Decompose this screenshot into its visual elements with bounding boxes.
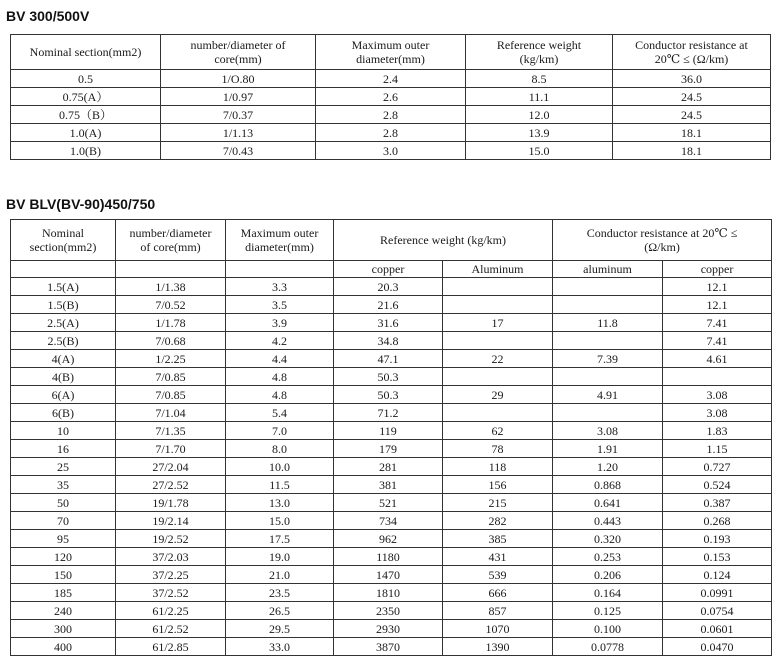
header-line: (kg/km) bbox=[519, 52, 559, 66]
table-cell: 61/2.25 bbox=[116, 602, 226, 620]
table-row bbox=[11, 88, 771, 106]
table-cell: 0.125 bbox=[553, 602, 663, 620]
table-cell: 31.6 bbox=[334, 314, 443, 332]
header-nominal-section bbox=[11, 35, 161, 70]
table-cell: 10.0 bbox=[226, 458, 334, 476]
table-row bbox=[11, 70, 771, 88]
subheader-blank bbox=[116, 261, 226, 278]
table-cell: 11.1 bbox=[466, 88, 613, 106]
header-line: Maximum outer bbox=[351, 38, 430, 52]
table-row bbox=[11, 422, 772, 440]
table-cell: 0.0778 bbox=[553, 638, 663, 656]
table-cell: 0.387 bbox=[663, 494, 772, 512]
table-cell: 27/2.04 bbox=[116, 458, 226, 476]
table-row bbox=[11, 548, 772, 566]
header-reference-weight: Reference weight (kg/km) bbox=[334, 220, 553, 261]
table-cell: 19/2.52 bbox=[116, 530, 226, 548]
table-cell: 0.164 bbox=[553, 584, 663, 602]
table-cell: 7/0.43 bbox=[161, 142, 316, 160]
table-cell: 2.5(B) bbox=[11, 332, 116, 350]
table-cell: 6(B) bbox=[11, 404, 116, 422]
table-cell: 7/1.04 bbox=[116, 404, 226, 422]
table-cell: 23.5 bbox=[226, 584, 334, 602]
subheader-res-aluminum: aluminum bbox=[553, 261, 663, 278]
table-cell: 50 bbox=[11, 494, 116, 512]
table-cell: 7/0.52 bbox=[116, 296, 226, 314]
table-cell: 215 bbox=[443, 494, 553, 512]
subheader-blank bbox=[226, 261, 334, 278]
table-cell: 4.61 bbox=[663, 350, 772, 368]
table-cell: 15.0 bbox=[226, 512, 334, 530]
table-cell: 400 bbox=[11, 638, 116, 656]
table-row bbox=[11, 440, 772, 458]
table-cell: 21.6 bbox=[334, 296, 443, 314]
table-cell: 0.0754 bbox=[663, 602, 772, 620]
table-cell: 50.3 bbox=[334, 386, 443, 404]
table-cell: 2.4 bbox=[316, 70, 466, 88]
subheader-weight-aluminum: Aluminum bbox=[443, 261, 553, 278]
table-cell: 3.08 bbox=[663, 404, 772, 422]
table-row bbox=[11, 296, 772, 314]
table1-header-row bbox=[11, 35, 771, 70]
table-cell: 0.0470 bbox=[663, 638, 772, 656]
table-cell: 2930 bbox=[334, 620, 443, 638]
table-cell: 13.9 bbox=[466, 124, 613, 142]
table-cell: 12.1 bbox=[663, 278, 772, 296]
table-cell: 13.0 bbox=[226, 494, 334, 512]
table-cell bbox=[443, 278, 553, 296]
table-row bbox=[11, 458, 772, 476]
table-cell: 37/2.52 bbox=[116, 584, 226, 602]
table-row bbox=[11, 620, 772, 638]
table-cell: 1.5(B) bbox=[11, 296, 116, 314]
table-cell: 179 bbox=[334, 440, 443, 458]
table-cell: 1070 bbox=[443, 620, 553, 638]
table-cell bbox=[553, 368, 663, 386]
table-row bbox=[11, 404, 772, 422]
table-cell: 0.253 bbox=[553, 548, 663, 566]
bv-blv-450-750-table bbox=[10, 219, 772, 656]
table-row bbox=[11, 512, 772, 530]
table-cell: 50.3 bbox=[334, 368, 443, 386]
table-cell: 24.5 bbox=[613, 106, 771, 124]
table-cell: 2.8 bbox=[316, 106, 466, 124]
header-line: Conductor resistance at 20℃ ≤ bbox=[586, 226, 738, 240]
table-cell: 1.5(A) bbox=[11, 278, 116, 296]
table-cell: 3.08 bbox=[553, 422, 663, 440]
table-cell: 4.4 bbox=[226, 350, 334, 368]
table-cell: 1180 bbox=[334, 548, 443, 566]
table-cell: 0.75(A） bbox=[11, 88, 161, 106]
table-cell: 281 bbox=[334, 458, 443, 476]
table-cell: 0.320 bbox=[553, 530, 663, 548]
table-cell: 21.0 bbox=[226, 566, 334, 584]
table-cell: 18.1 bbox=[613, 124, 771, 142]
subheader-res-copper: copper bbox=[663, 261, 772, 278]
table-cell: 2.6 bbox=[316, 88, 466, 106]
header-line: core(mm) bbox=[214, 52, 262, 66]
table-cell: 25 bbox=[11, 458, 116, 476]
table-cell: 8.0 bbox=[226, 440, 334, 458]
table-cell: 1/1.38 bbox=[116, 278, 226, 296]
table-cell: 666 bbox=[443, 584, 553, 602]
table-cell: 78 bbox=[443, 440, 553, 458]
table-cell bbox=[443, 404, 553, 422]
table-cell: 4.2 bbox=[226, 332, 334, 350]
header-conductor-resistance bbox=[553, 220, 772, 261]
table-cell: 33.0 bbox=[226, 638, 334, 656]
table-cell: 381 bbox=[334, 476, 443, 494]
table-cell: 11.8 bbox=[553, 314, 663, 332]
table-cell: 0.268 bbox=[663, 512, 772, 530]
table-cell bbox=[553, 278, 663, 296]
table-cell bbox=[663, 368, 772, 386]
table-cell: 19/1.78 bbox=[116, 494, 226, 512]
table-cell: 1/1.13 bbox=[161, 124, 316, 142]
table-cell: 1/O.80 bbox=[161, 70, 316, 88]
header-conductor-resistance bbox=[613, 35, 771, 70]
table-cell: 95 bbox=[11, 530, 116, 548]
table-cell: 61/2.52 bbox=[116, 620, 226, 638]
table-cell: 0.443 bbox=[553, 512, 663, 530]
table-cell bbox=[553, 332, 663, 350]
table-cell: 3.3 bbox=[226, 278, 334, 296]
header-outer-diameter bbox=[316, 35, 466, 70]
table-cell: 17.5 bbox=[226, 530, 334, 548]
table-row bbox=[11, 386, 772, 404]
table-cell: 7.41 bbox=[663, 332, 772, 350]
table-cell: 35 bbox=[11, 476, 116, 494]
table-cell: 11.5 bbox=[226, 476, 334, 494]
table-cell: 16 bbox=[11, 440, 116, 458]
table-cell: 3.08 bbox=[663, 386, 772, 404]
table-cell: 0.0601 bbox=[663, 620, 772, 638]
table-cell: 7.0 bbox=[226, 422, 334, 440]
table-cell: 18.1 bbox=[613, 142, 771, 160]
table-row bbox=[11, 142, 771, 160]
table-cell: 0.206 bbox=[553, 566, 663, 584]
table-cell: 0.0991 bbox=[663, 584, 772, 602]
table-cell: 4(A) bbox=[11, 350, 116, 368]
table-cell: 539 bbox=[443, 566, 553, 584]
table-row bbox=[11, 350, 772, 368]
header-line: Nominal section(mm2) bbox=[29, 45, 142, 59]
table-cell: 12.0 bbox=[466, 106, 613, 124]
header-line: Maximum outer bbox=[240, 226, 319, 240]
table-cell: 2.8 bbox=[316, 124, 466, 142]
table-cell: 0.153 bbox=[663, 548, 772, 566]
table-cell: 7/0.85 bbox=[116, 386, 226, 404]
table-cell: 37/2.25 bbox=[116, 566, 226, 584]
table2-title: BV BLV(BV-90)450/750 bbox=[6, 196, 156, 212]
table-cell: 3.9 bbox=[226, 314, 334, 332]
table-cell: 1/2.25 bbox=[116, 350, 226, 368]
table-cell: 4(B) bbox=[11, 368, 116, 386]
table-cell: 431 bbox=[443, 548, 553, 566]
table-cell: 12.1 bbox=[663, 296, 772, 314]
table-cell: 3.0 bbox=[316, 142, 466, 160]
header-line: section(mm2) bbox=[29, 240, 97, 254]
table-cell: 521 bbox=[334, 494, 443, 512]
table-cell: 1.0(A) bbox=[11, 124, 161, 142]
table-cell: 734 bbox=[334, 512, 443, 530]
table-row bbox=[11, 332, 772, 350]
table-cell: 17 bbox=[443, 314, 553, 332]
table-cell: 2.5(A) bbox=[11, 314, 116, 332]
table-cell: 0.100 bbox=[553, 620, 663, 638]
table-cell: 7.41 bbox=[663, 314, 772, 332]
table-cell: 385 bbox=[443, 530, 553, 548]
table-cell: 15.0 bbox=[466, 142, 613, 160]
table-cell: 22 bbox=[443, 350, 553, 368]
header-line: Reference weight bbox=[496, 38, 582, 52]
table-cell: 1390 bbox=[443, 638, 553, 656]
table-row bbox=[11, 476, 772, 494]
table-cell: 119 bbox=[334, 422, 443, 440]
table1-body bbox=[11, 35, 771, 160]
table-cell bbox=[553, 296, 663, 314]
table-row bbox=[11, 638, 772, 656]
table-row bbox=[11, 368, 772, 386]
header-line: diameter(mm) bbox=[245, 240, 314, 254]
table-cell: 185 bbox=[11, 584, 116, 602]
table-row bbox=[11, 602, 772, 620]
table-cell: 7.39 bbox=[553, 350, 663, 368]
table-cell: 1.15 bbox=[663, 440, 772, 458]
table-cell: 19.0 bbox=[226, 548, 334, 566]
table-row bbox=[11, 278, 772, 296]
table-cell: 1810 bbox=[334, 584, 443, 602]
table-cell: 150 bbox=[11, 566, 116, 584]
table-cell: 27/2.52 bbox=[116, 476, 226, 494]
table-cell: 1/0.97 bbox=[161, 88, 316, 106]
table-row bbox=[11, 106, 771, 124]
table-cell bbox=[443, 368, 553, 386]
table-cell: 1.20 bbox=[553, 458, 663, 476]
table-cell: 62 bbox=[443, 422, 553, 440]
table-cell: 7/0.37 bbox=[161, 106, 316, 124]
table-cell: 282 bbox=[443, 512, 553, 530]
header-line: (Ω/km) bbox=[644, 240, 680, 254]
table-cell: 156 bbox=[443, 476, 553, 494]
table-cell: 1.83 bbox=[663, 422, 772, 440]
table-cell: 240 bbox=[11, 602, 116, 620]
table-cell: 8.5 bbox=[466, 70, 613, 88]
table-cell: 7/0.68 bbox=[116, 332, 226, 350]
table-row bbox=[11, 530, 772, 548]
table-cell: 300 bbox=[11, 620, 116, 638]
table-row bbox=[11, 566, 772, 584]
table-cell bbox=[443, 296, 553, 314]
table2-subheader-row bbox=[11, 261, 772, 278]
table-cell: 47.1 bbox=[334, 350, 443, 368]
table-cell: 0.124 bbox=[663, 566, 772, 584]
table-row bbox=[11, 314, 772, 332]
header-line: 20℃ ≤ (Ω/km) bbox=[654, 52, 729, 66]
table-cell: 5.4 bbox=[226, 404, 334, 422]
table-cell: 7/1.35 bbox=[116, 422, 226, 440]
table-cell: 857 bbox=[443, 602, 553, 620]
table-cell: 0.193 bbox=[663, 530, 772, 548]
table-cell: 3.5 bbox=[226, 296, 334, 314]
header-line: number/diameter of bbox=[190, 38, 286, 52]
table-cell: 0.5 bbox=[11, 70, 161, 88]
table-cell: 24.5 bbox=[613, 88, 771, 106]
header-line: of core(mm) bbox=[140, 240, 201, 254]
table-cell: 4.91 bbox=[553, 386, 663, 404]
table-row bbox=[11, 584, 772, 602]
table-cell: 61/2.85 bbox=[116, 638, 226, 656]
table-cell: 0.524 bbox=[663, 476, 772, 494]
bv-300-500v-table bbox=[10, 34, 771, 160]
table-cell: 7/0.85 bbox=[116, 368, 226, 386]
table2-body bbox=[11, 220, 772, 656]
table-cell: 120 bbox=[11, 548, 116, 566]
table-cell: 962 bbox=[334, 530, 443, 548]
table-cell: 19/2.14 bbox=[116, 512, 226, 530]
table-cell: 0.868 bbox=[553, 476, 663, 494]
header-nominal-section bbox=[11, 220, 116, 261]
table-cell: 1/1.78 bbox=[116, 314, 226, 332]
table-cell: 70 bbox=[11, 512, 116, 530]
table-cell: 7/1.70 bbox=[116, 440, 226, 458]
header-line: diameter(mm) bbox=[356, 52, 425, 66]
table-cell: 20.3 bbox=[334, 278, 443, 296]
table-cell: 26.5 bbox=[226, 602, 334, 620]
table-cell: 29.5 bbox=[226, 620, 334, 638]
subheader-weight-copper: copper bbox=[334, 261, 443, 278]
table-cell: 2350 bbox=[334, 602, 443, 620]
table-cell: 10 bbox=[11, 422, 116, 440]
header-line: Conductor resistance at bbox=[635, 38, 748, 52]
header-core bbox=[116, 220, 226, 261]
table-cell bbox=[553, 404, 663, 422]
table-cell: 36.0 bbox=[613, 70, 771, 88]
table-cell: 0.641 bbox=[553, 494, 663, 512]
table-cell: 29 bbox=[443, 386, 553, 404]
table1-title: BV 300/500V bbox=[6, 8, 90, 24]
table-cell: 71.2 bbox=[334, 404, 443, 422]
table-cell: 6(A) bbox=[11, 386, 116, 404]
table-row bbox=[11, 494, 772, 512]
table2-header-row bbox=[11, 220, 772, 261]
header-line: number/diameter bbox=[129, 226, 212, 240]
subheader-blank bbox=[11, 261, 116, 278]
header-line: Nominal bbox=[42, 226, 84, 240]
table-cell: 34.8 bbox=[334, 332, 443, 350]
table-cell: 1.91 bbox=[553, 440, 663, 458]
header-reference-weight bbox=[466, 35, 613, 70]
table-cell: 3870 bbox=[334, 638, 443, 656]
table-cell: 1470 bbox=[334, 566, 443, 584]
header-outer-diameter bbox=[226, 220, 334, 261]
table-cell: 118 bbox=[443, 458, 553, 476]
table-cell: 4.8 bbox=[226, 386, 334, 404]
table-cell: 1.0(B) bbox=[11, 142, 161, 160]
table-row bbox=[11, 124, 771, 142]
table-cell: 0.727 bbox=[663, 458, 772, 476]
table-cell: 4.8 bbox=[226, 368, 334, 386]
header-core bbox=[161, 35, 316, 70]
table-cell: 37/2.03 bbox=[116, 548, 226, 566]
table-cell: 0.75（B） bbox=[11, 106, 161, 124]
table-cell bbox=[443, 332, 553, 350]
